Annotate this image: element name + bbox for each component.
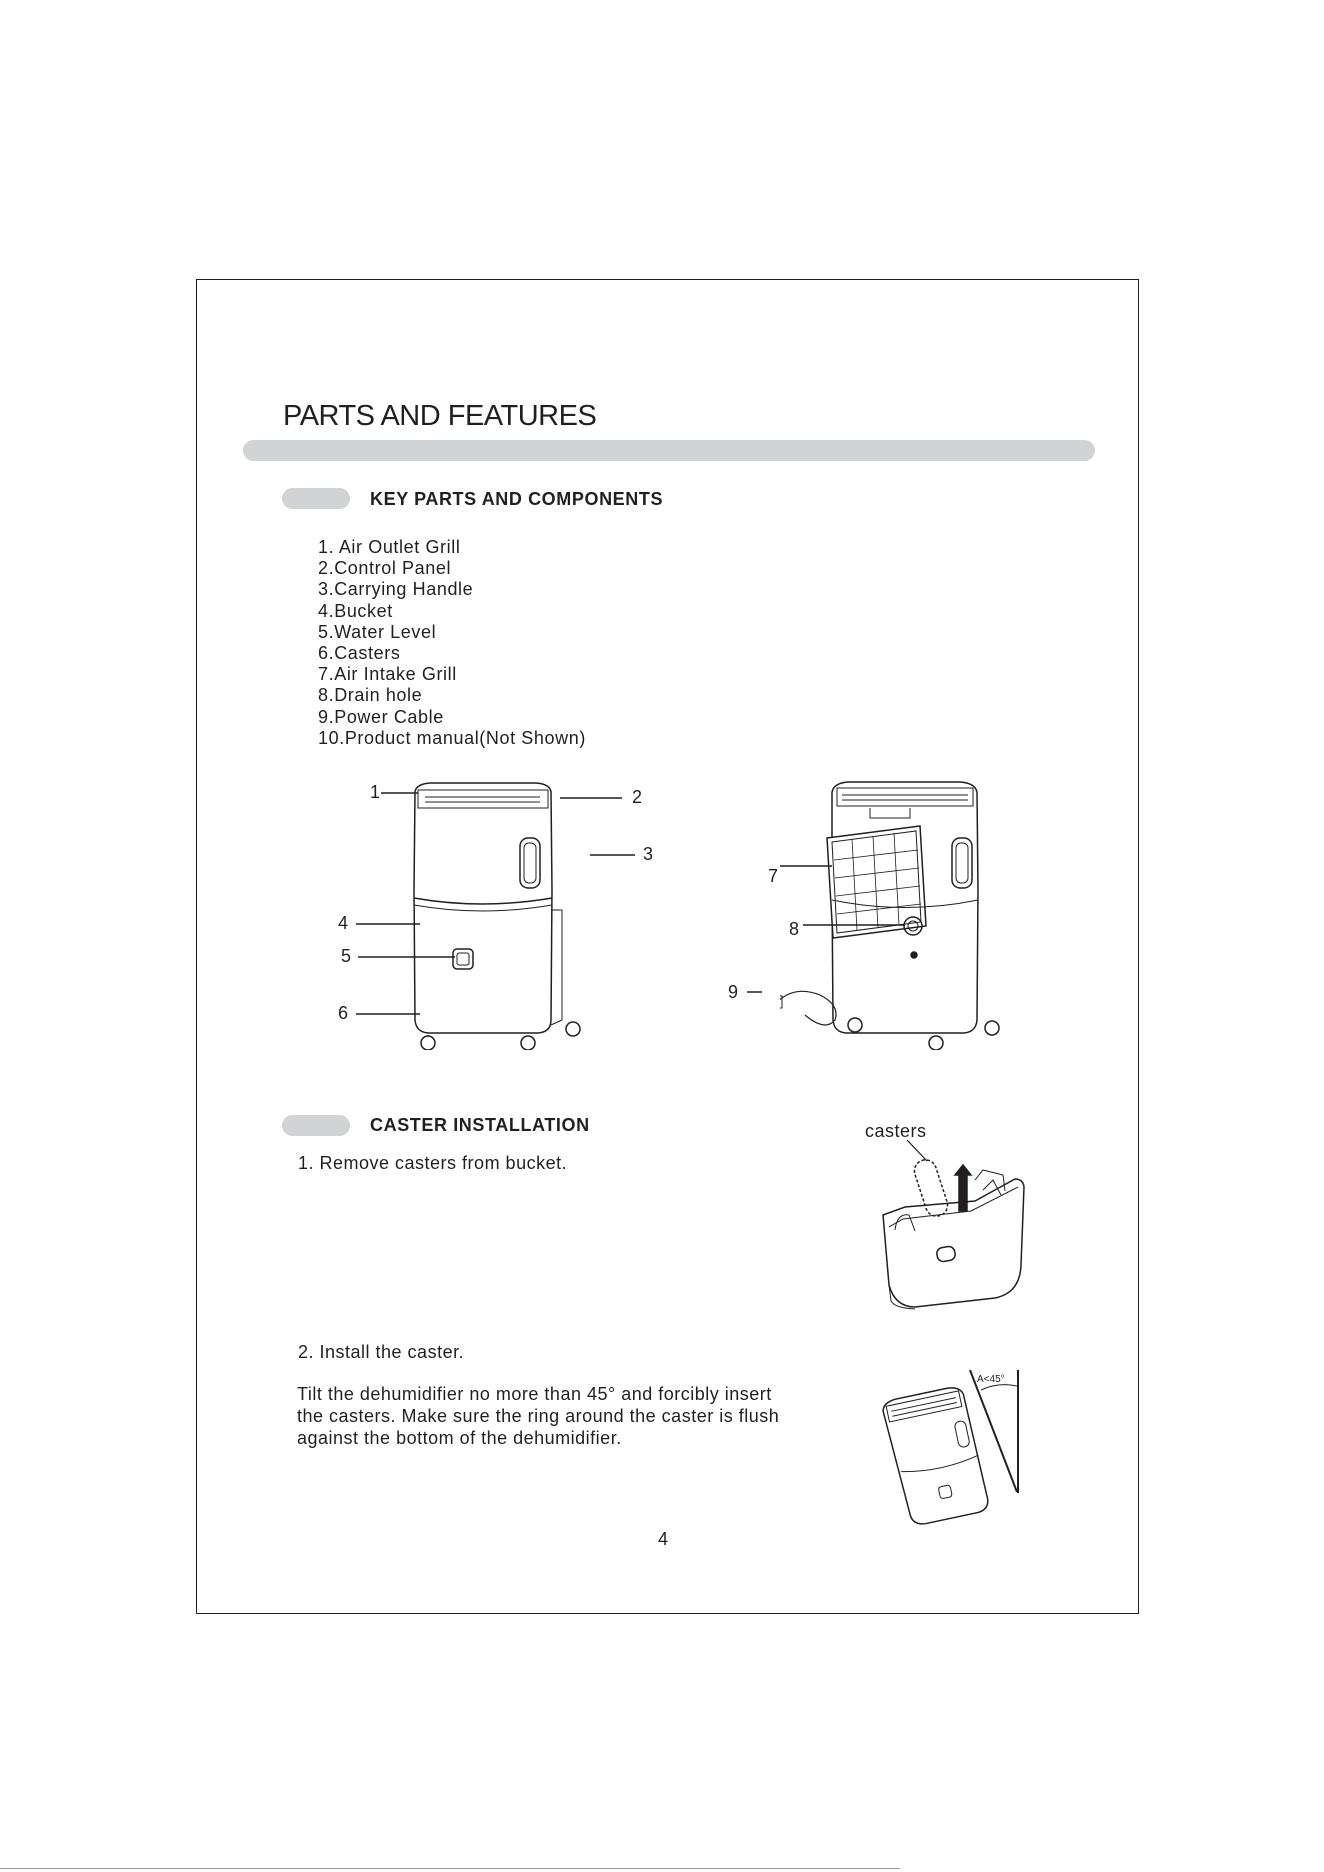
callout-3: 3 — [643, 844, 654, 864]
tilt-instructions — [297, 1383, 779, 1449]
list-item: 7.Air Intake Grill — [318, 664, 457, 685]
page-title: PARTS AND FEATURES — [283, 400, 597, 432]
instruction-line: the casters. Make sure the ring around the caster is flush — [297, 1406, 780, 1426]
callout-6: 6 — [338, 1003, 349, 1023]
callout-4: 4 — [338, 913, 349, 933]
step-1-text: 1. Remove casters from bucket. — [298, 1153, 568, 1173]
instruction-line: against the bottom of the dehumidifier. — [297, 1428, 622, 1448]
list-item: 5.Water Level — [318, 621, 437, 642]
list-item: 1. Air Outlet Grill — [318, 537, 461, 557]
tilted-unit-illustration — [880, 1368, 1025, 1528]
list-item: 2.Control Panel — [318, 558, 452, 579]
caster-installation-heading: CASTER INSTALLATION — [370, 1115, 590, 1135]
callout-8: 8 — [789, 919, 800, 939]
list-item: 10.Product manual(Not Shown) — [318, 727, 586, 748]
callout-5: 5 — [341, 946, 352, 966]
list-item: 4.Bucket — [318, 600, 393, 621]
callout-9: 9 — [728, 982, 739, 1002]
callout-7: 7 — [768, 866, 779, 886]
page-number: 4 — [658, 1529, 669, 1549]
callout-2: 2 — [632, 787, 643, 807]
step-2-text: 2. Install the caster. — [298, 1342, 465, 1362]
list-item: 6.Casters — [318, 643, 401, 664]
bucket-casters-illustration — [875, 1135, 1035, 1310]
list-item: 8.Drain hole — [318, 685, 423, 706]
bottom-rule — [0, 1868, 900, 1869]
key-parts-heading: KEY PARTS AND COMPONENTS — [370, 489, 664, 509]
casters-figure-label: casters — [865, 1121, 927, 1141]
instruction-line: Tilt the dehumidifier no more than 45° and forcibly insert — [297, 1384, 772, 1404]
section-marker-pill — [282, 1115, 350, 1136]
list-item: 3.Carrying Handle — [318, 579, 474, 600]
list-item: 9.Power Cable — [318, 706, 444, 727]
callout-1: 1 — [370, 782, 381, 802]
angle-label: A<45° — [977, 1374, 1005, 1385]
